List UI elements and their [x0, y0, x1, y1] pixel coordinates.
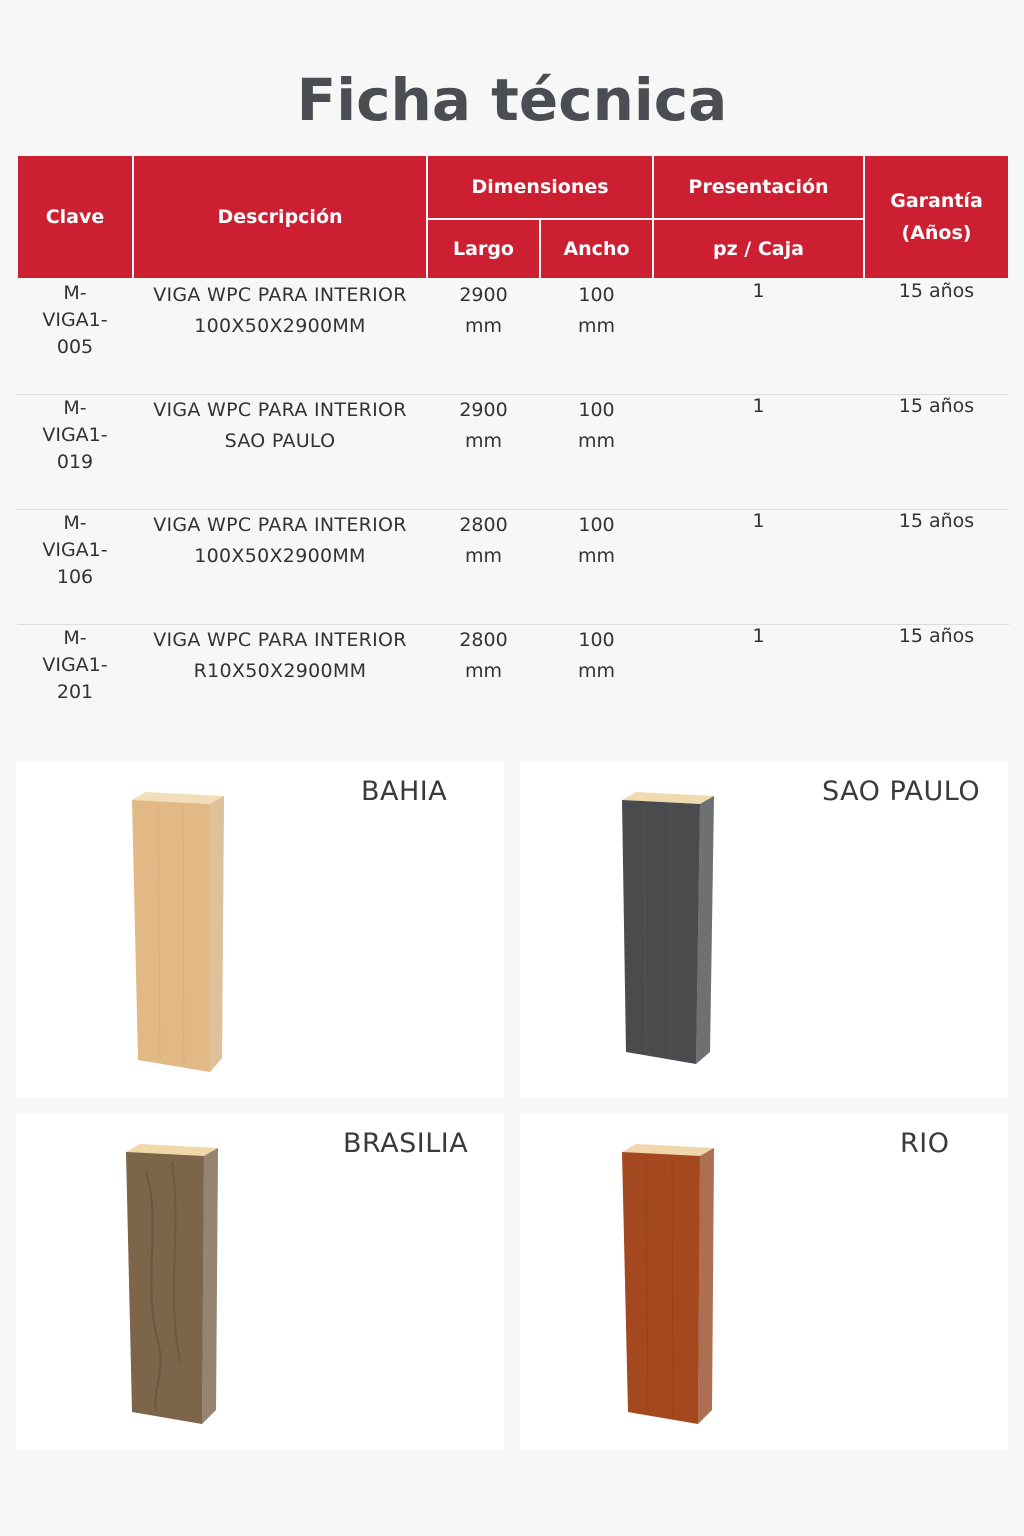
ancho-value: 100: [578, 514, 615, 536]
largo-value: 2800: [459, 629, 508, 651]
clave-line: 201: [56, 680, 94, 703]
header-garantia-line2: (Años): [901, 222, 972, 244]
table-row: [17, 395, 1009, 510]
spec-table: [16, 154, 1010, 739]
beam-front-bahia: [132, 800, 210, 1072]
clave-line: 005: [56, 335, 94, 358]
descripcion-line: SAO PAULO: [224, 429, 336, 452]
ancho-unit: mm: [577, 544, 616, 567]
cell-descripcion: [133, 510, 427, 625]
clave-line: VIGA1-: [42, 423, 108, 446]
header-descripcion: Descripción: [133, 155, 427, 279]
finish-card-brasilia: [16, 1114, 504, 1450]
cell-pz-caja: 1: [653, 279, 864, 395]
cell-clave: [17, 279, 133, 395]
cell-ancho: [540, 510, 653, 625]
cell-clave: [17, 625, 133, 740]
cell-garantia: 15 años: [864, 395, 1009, 510]
header-dimensiones: Dimensiones: [427, 155, 653, 219]
descripcion-line: R10X50X2900MM: [193, 659, 367, 682]
ancho-value: 100: [578, 629, 615, 651]
largo-unit: mm: [464, 429, 503, 452]
header-largo: Largo: [427, 219, 540, 279]
descripcion-line: 100X50X2900MM: [194, 314, 366, 337]
cell-largo: [427, 625, 540, 740]
cell-descripcion: [133, 625, 427, 740]
table-row: [17, 625, 1009, 740]
cell-clave: [17, 510, 133, 625]
header-garantia-line1: Garantía: [890, 189, 983, 212]
header-ancho: Ancho: [540, 219, 653, 279]
cell-ancho: [540, 279, 653, 395]
finish-card-sao-paulo: [520, 762, 1008, 1098]
page-title: Ficha técnica: [296, 66, 728, 134]
cell-pz-caja: 1: [752, 625, 765, 647]
finish-card-bahia: [16, 762, 504, 1098]
descripcion-line: 100X50X2900MM: [194, 544, 366, 567]
ancho-unit: mm: [577, 659, 616, 682]
largo-unit: mm: [464, 544, 503, 567]
descripcion-line: VIGA WPC PARA INTERIOR: [153, 284, 407, 306]
beam-image-sao-paulo: [618, 790, 718, 1074]
beam-image-brasilia: [122, 1142, 222, 1426]
cell-ancho: [540, 395, 653, 510]
cell-largo: [427, 395, 540, 510]
clave-line: M-: [63, 627, 87, 649]
largo-value: 2800: [459, 514, 508, 536]
finish-gallery: [16, 762, 1008, 1450]
ancho-value: 100: [578, 284, 615, 306]
ancho-unit: mm: [577, 429, 616, 452]
header-pz-caja: pz / Caja: [653, 219, 864, 279]
largo-value: 2900: [459, 399, 508, 421]
header-presentacion: Presentación: [653, 155, 864, 219]
cell-pz-caja: 1: [653, 395, 864, 510]
cell-descripcion: [133, 395, 427, 510]
descripcion-line: VIGA WPC PARA INTERIOR: [153, 629, 407, 651]
clave-line: VIGA1-: [42, 308, 108, 331]
clave-line: M-: [63, 512, 87, 534]
finish-card-rio: [520, 1114, 1008, 1450]
largo-unit: mm: [464, 314, 503, 337]
cell-pz-caja: 1: [653, 510, 864, 625]
cell-ancho: [540, 625, 653, 740]
finish-label: SAO PAULO: [822, 776, 981, 807]
table-row: [17, 279, 1009, 395]
cell-garantia: 15 años: [898, 625, 975, 647]
cell-clave: [17, 395, 133, 510]
ancho-unit: mm: [577, 314, 616, 337]
clave-line: M-: [63, 282, 87, 304]
clave-line: VIGA1-: [42, 538, 108, 561]
clave-line: 106: [56, 565, 94, 588]
largo-unit: mm: [464, 659, 503, 682]
header-clave: Clave: [17, 155, 133, 279]
finish-label: BRASILIA: [343, 1128, 469, 1159]
cell-descripcion: [133, 279, 427, 395]
largo-value: 2900: [459, 284, 508, 306]
cell-largo: [427, 510, 540, 625]
descripcion-line: VIGA WPC PARA INTERIOR: [153, 514, 407, 536]
descripcion-line: VIGA WPC PARA INTERIOR: [153, 399, 407, 421]
beam-image-rio: [618, 1142, 718, 1426]
header-garantia: [864, 155, 1009, 279]
cell-largo: [427, 279, 540, 395]
clave-line: M-: [63, 397, 87, 419]
beam-image-bahia: [128, 790, 228, 1074]
ancho-value: 100: [578, 399, 615, 421]
cell-garantia: 15 años: [864, 279, 1009, 395]
finish-label: BAHIA: [361, 776, 448, 807]
finish-label: RIO: [900, 1128, 950, 1159]
clave-line: 019: [56, 450, 94, 473]
cell-garantia: 15 años: [864, 510, 1009, 625]
table-row: [17, 510, 1009, 625]
clave-line: VIGA1-: [42, 653, 108, 676]
